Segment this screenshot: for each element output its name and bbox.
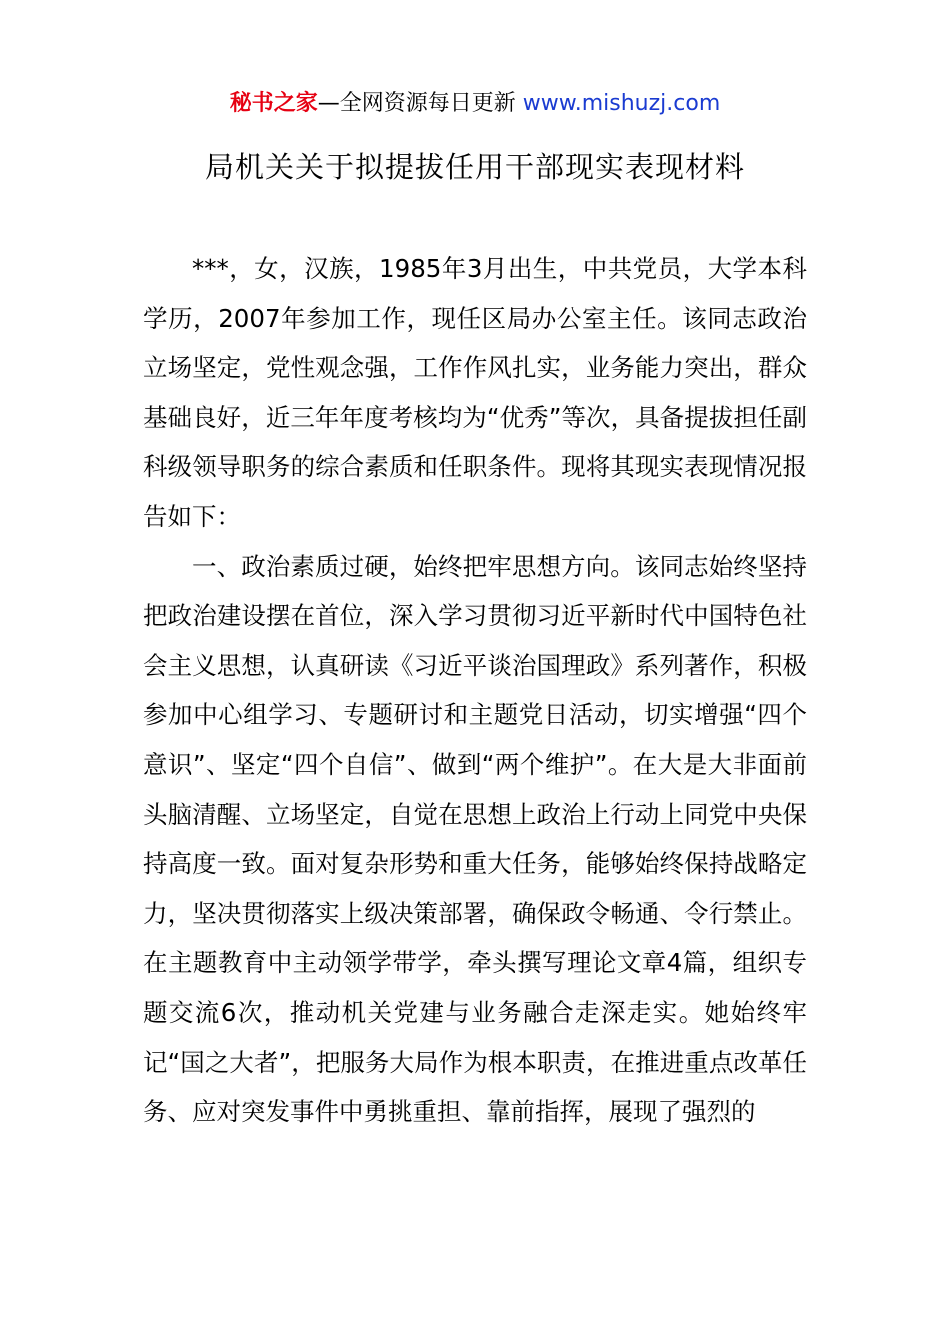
site-brand[interactable]: 秘书之家 [229, 91, 318, 116]
site-header [0, 88, 950, 120]
document-body [143, 244, 807, 1137]
document-title: 局机关关于拟提拔任用干部现实表现材料 [204, 150, 745, 184]
site-tagline: —全网资源每日更新 [317, 91, 516, 116]
site-url-link[interactable]: www.mishuzj.com [522, 91, 721, 116]
paragraph-intro: ***，女，汉族，1985年3月出生，中共党员，大学本科学历，2007年参加工作，现任区局办公室主任。该同志政治立场坚定，党性观念强，工作作风扎实，业务能力突出，群众基础良好，近三年年度考核均为“优秀”等次，具备提拔担任副科级领导职务的综合素质和任职条件。现将其现实表现情况报告如下： [143, 254, 807, 531]
paragraph-political-quality: 一、政治素质过硬，始终把牢思想方向。该同志始终坚持把政治建设摆在首位，深入学习贯彻习近平新时代中国特色社会主义思想，认真研读《习近平谈治国理政》系列著作，积极参加中心组学习、专题研讨和主题党日活动，切实增强“四个意识”、坚定“四个自信”、做到“两个维护”。在大是大非面前头脑清醒、立场坚定，自觉在思想上政治上行动上同党中央保持高度一致。面对复杂形势和重大任务，能够始终保持战略定力，坚决贯彻落实上级决策部署，确保政令畅通、令行禁止。在主题教育中主动领学带学，牵头撰写理论文章4篇，组织专题交流6次，推动机关党建与业务融合走深走实。她始终牢记“国之大者”，把服务大局作为根本职责，在推进重点改革任务、应对突发事件中勇挑重担、靠前指挥，展现了强烈的 [143, 551, 807, 1127]
